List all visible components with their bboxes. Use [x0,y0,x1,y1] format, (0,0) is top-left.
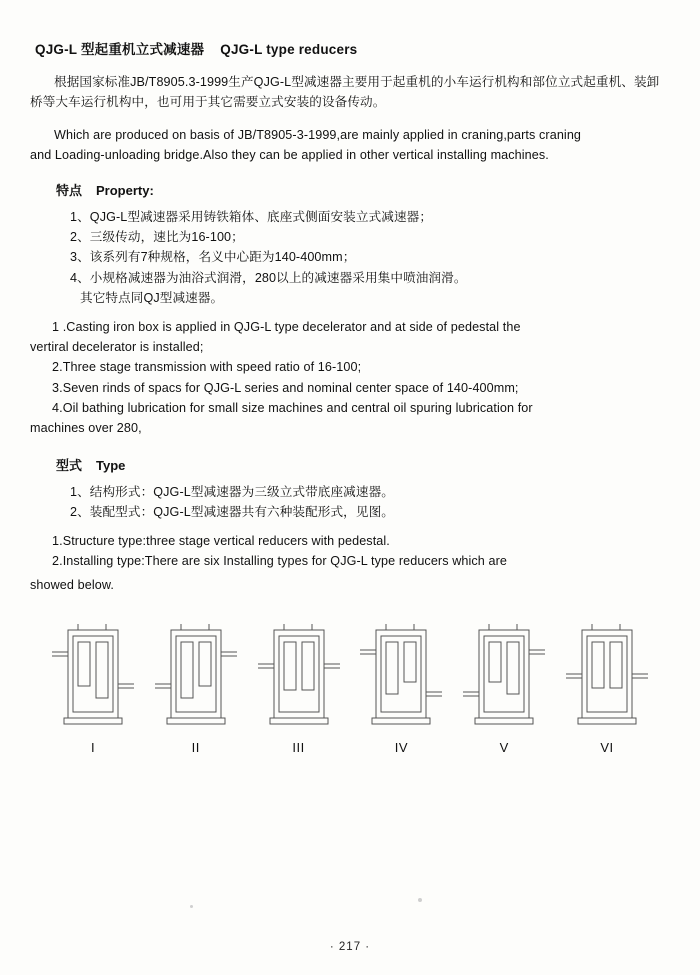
list-item: 1 .Casting iron box is applied in QJG-L type decelerator and at side of pedestal the [52,319,521,334]
page-title-cn: QJG-L 型起重机立式减速器 [35,42,205,57]
property-heading-en: Property: [96,182,154,198]
figure-assembly-type-1 [48,622,138,755]
figure-label: III [292,739,305,755]
intro-english-line-1: Which are produced on basis of JB/T8905-3-1999,are mainly applied in craning,parts craning [54,127,582,142]
page-title-en: QJG-L type reducers [220,42,358,57]
reducer-diagram-icon [254,622,344,732]
reducer-diagram-icon [356,622,446,732]
list-item: 1、结构形式：QJG-L型减速器为三级立式带底座减速器。 [70,484,394,499]
figure-assembly-type-6 [562,622,652,755]
property-section-heading [30,180,670,199]
type-list-english [30,531,670,596]
reducer-diagram-icon [151,622,241,732]
list-item: 2、装配型式：QJG-L型减速器共有六种装配形式，见图。 [70,505,394,520]
paper-speck [190,905,193,908]
list-item: 其它特点同QJ型减速器。 [80,291,224,306]
intro-chinese-text: 根据国家标准JB/T8905.3-1999生产QJG-L型减速器主要用于起重机的小车运行机构和部位立式起重机、装卸桥等大车运行机构中，也可用于其它需要立式安装的设备传动。 [30,75,660,110]
type-heading-en: Type [96,457,126,473]
property-list-chinese [30,207,670,309]
reducer-diagram-icon [459,622,549,732]
figure-label: VI [600,739,614,755]
reducer-diagram-icon [562,622,652,732]
figure-label: I [90,739,96,755]
figure-label: II [191,739,200,755]
figure-label: V [499,739,509,755]
figure-assembly-type-5 [459,622,549,755]
type-heading-cn: 型式 [56,457,83,473]
list-item: 4、小规格减速器为油浴式润滑，280以上的减速器采用集中喷油润滑。 [70,270,467,285]
type-list-chinese [30,482,670,523]
figure-assembly-type-3 [254,622,344,755]
list-item: 2.Installing type:There are six Installing types for QJG-L type reducers which are [52,554,508,569]
list-item: vertiral decelerator is installed; [30,339,204,354]
list-item: 4.Oil bathing lubrication for small size machines and central oil spuring lubrication for [52,401,533,416]
list-item: 3.Seven rinds of spacs for QJG-L series and nominal center space of 140-400mm; [52,380,519,395]
assembly-type-figures [30,622,670,772]
type-section-heading [30,455,670,474]
list-item: machines over 280, [30,421,142,436]
page-title [30,38,670,58]
intro-chinese-paragraph [30,72,670,113]
list-item: 1.Structure type:three stage vertical reducers with pedestal. [52,533,390,548]
page-number: · 217 · [329,941,371,953]
property-heading-cn: 特点 [56,182,83,198]
list-item: 2.Three stage transmission with speed ratio of 16-100; [52,360,362,375]
list-item: 1、QJG-L型减速器采用铸铁箱体、底座式侧面安装立式减速器； [70,209,433,224]
figure-assembly-type-4 [356,622,446,755]
figure-label: IV [394,739,409,755]
intro-english-paragraph [30,125,670,166]
paper-speck [418,898,422,902]
list-item: showed below. [30,578,114,593]
figure-assembly-type-2 [151,622,241,755]
reducer-diagram-icon [48,622,138,732]
property-list-english [30,317,670,439]
intro-english-line-2: and Loading-unloading bridge.Also they can be applied in other vertical installing machines. [30,148,549,163]
list-item: 3、该系列有7种规格，名义中心距为140-400mm； [70,250,356,265]
list-item: 2、三级传动，速比为16-100； [70,229,244,244]
